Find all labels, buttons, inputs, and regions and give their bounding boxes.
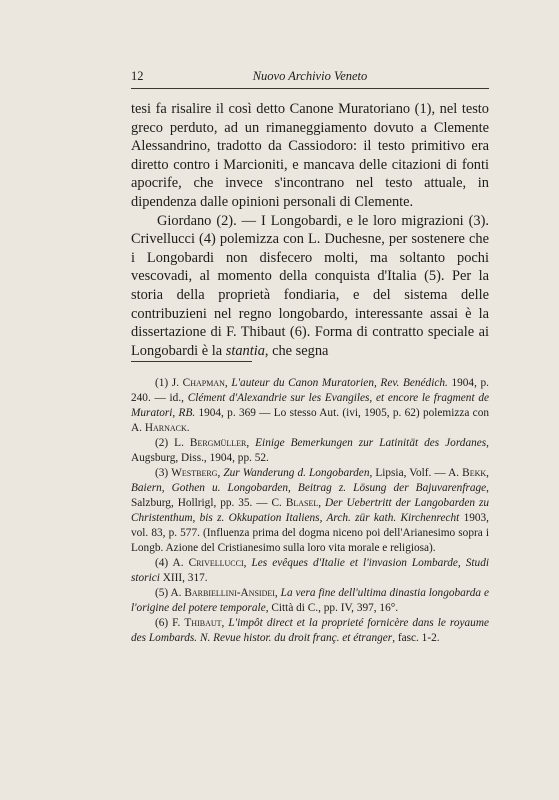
header-rule (131, 88, 489, 89)
footnote-rule (131, 361, 252, 362)
footnote-1: (1) J. Chapman, L'auteur du Canon Muratorien, Rev. Benédich. 1904, p. 240. — id., Clément d'Alexandrie sur les Evangiles, et encore le fragment de Muratori, RB. 1904, p. 369 — Lo stesso Aut. (ivi, 1905, p. 62) polemizza con A. Harnack. (131, 377, 490, 434)
work-title: L'impôt direct et la proprieté fornicère dans le royaume des Lombards. N. Revue histor. du droit franç. et étranger (131, 617, 489, 644)
page-number: 12 (131, 69, 144, 83)
paragraph-text: Giordano (2). — I Longobardi, e le loro migrazioni (3). Crivellucci (4) polemizza con L. Duchesne, per sostenere che i Longobardi non disfecero molti, ma soltanto pochi vescovadi, al momento della conquista d'Italia (5). Per la storia della proprietà fondiaria, e del sistema delle contribuzieni nel regno longobardo, interessante assai è la dissertazione di F. Thibaut (6). Forma di contratto speciale ai Longobardi è la (131, 212, 489, 359)
work-title: Einige Bemerkungen zur Latinität des Jordanes (255, 437, 487, 449)
footnote-3: (3) Westberg, Zur Wanderung d. Longobarden, Lipsia, Volf. — A. Bekk, Baiern, Gothen u. Longobarden, Beitrag z. Lösung der Bajuvarenfrage, Salzburg, Hollrigl, pp. 35. — C. Blasel, Der Uebertritt der Langobarden zu Christenthum, bis z. Okkupation Italiens, Arch. zür kath. Kirchenrecht 1903, vol. 83, p. 577. (Influenza prima del dogma niceno poi dell'Arianesimo sopra i Longb. Azione del Cristianesimo sulla loro vita morale e religiosa). (131, 467, 489, 554)
main-text (131, 100, 489, 360)
running-title: Nuovo Archivio Veneto (252, 69, 368, 83)
work-title: Baiern, Gothen u. Longobarden, Beitrag z. Lösung der Bajuvarenfrage (131, 482, 487, 494)
work-title: L'auteur du Canon Muratorien, Rev. Benédich. (231, 377, 448, 389)
author-name: Bekk (462, 467, 487, 479)
author-name: Westberg (171, 467, 218, 479)
author-name: Thibaut (184, 617, 222, 629)
author-name: Barbiellini-Ansidei (184, 587, 275, 599)
paragraph-text-end: , che segna (264, 342, 329, 359)
work-title: Zur Wanderung d. Longobarden (223, 467, 370, 479)
author-name: Chapman (182, 377, 225, 389)
italic-term: stantia (225, 342, 265, 359)
paragraph-longobardi (131, 212, 489, 361)
paragraph-canone: tesi fa risalire il così detto Canone Muratoriano (1), nel testo greco perduto, ad un rimaneggiamento dovuto a Clemente Alessandrino, tradotto da Cassiodoro: il testo primitivo era diretto contro i Marcioniti, e mancava delle citazioni di fonti apocrife, che invece s'incontrano nel testo attuale, in dipendenza dalle opinioni personali di Clemente. (131, 101, 489, 210)
footnote-6: (6) F. Thibaut, L'impôt direct et la proprieté fornicère dans le royaume des Lombards. N. Revue histor. du droit franç. et étranger, fasc. 1-2. (131, 617, 489, 644)
author-name: Crivellucci (188, 557, 244, 569)
author-name: Bergmüller (189, 437, 247, 449)
footnote-2: (2) L. Bergmüller, Einige Bemerkungen zur Latinität des Jordanes, Augsburg, Diss., 1904, pp. 52. (131, 437, 489, 464)
work-title: La vera fine dell'ultima dinastia longobarda e l'origine del potere temporale (131, 587, 489, 614)
author-name: Harnack (144, 422, 187, 434)
footnote-5: (5) A. Barbiellini-Ansidei, La vera fine dell'ultima dinastia longobarda e l'origine del potere temporale, Città di C., pp. IV, 397, 16°. (131, 587, 489, 614)
work-title: Der Uebertritt der Langobarden zu Christenthum, bis z. Okkupation Italiens, Arch. zür kath. Kirchenrecht (131, 497, 489, 524)
author-name: Blasel (285, 497, 319, 509)
work-title: Clément d'Alexandrie sur les Evangiles, et encore le fragment de Muratori, RB. (131, 392, 489, 419)
footnote-4: (4) A. Crivellucci, Les evêques d'Italie et l'invasion Lombarde, Studi storici XIII, 317. (131, 557, 489, 584)
footnotes (131, 376, 489, 646)
work-title: Les evêques d'Italie et l'invasion Lombarde, Studi storici (131, 557, 489, 584)
